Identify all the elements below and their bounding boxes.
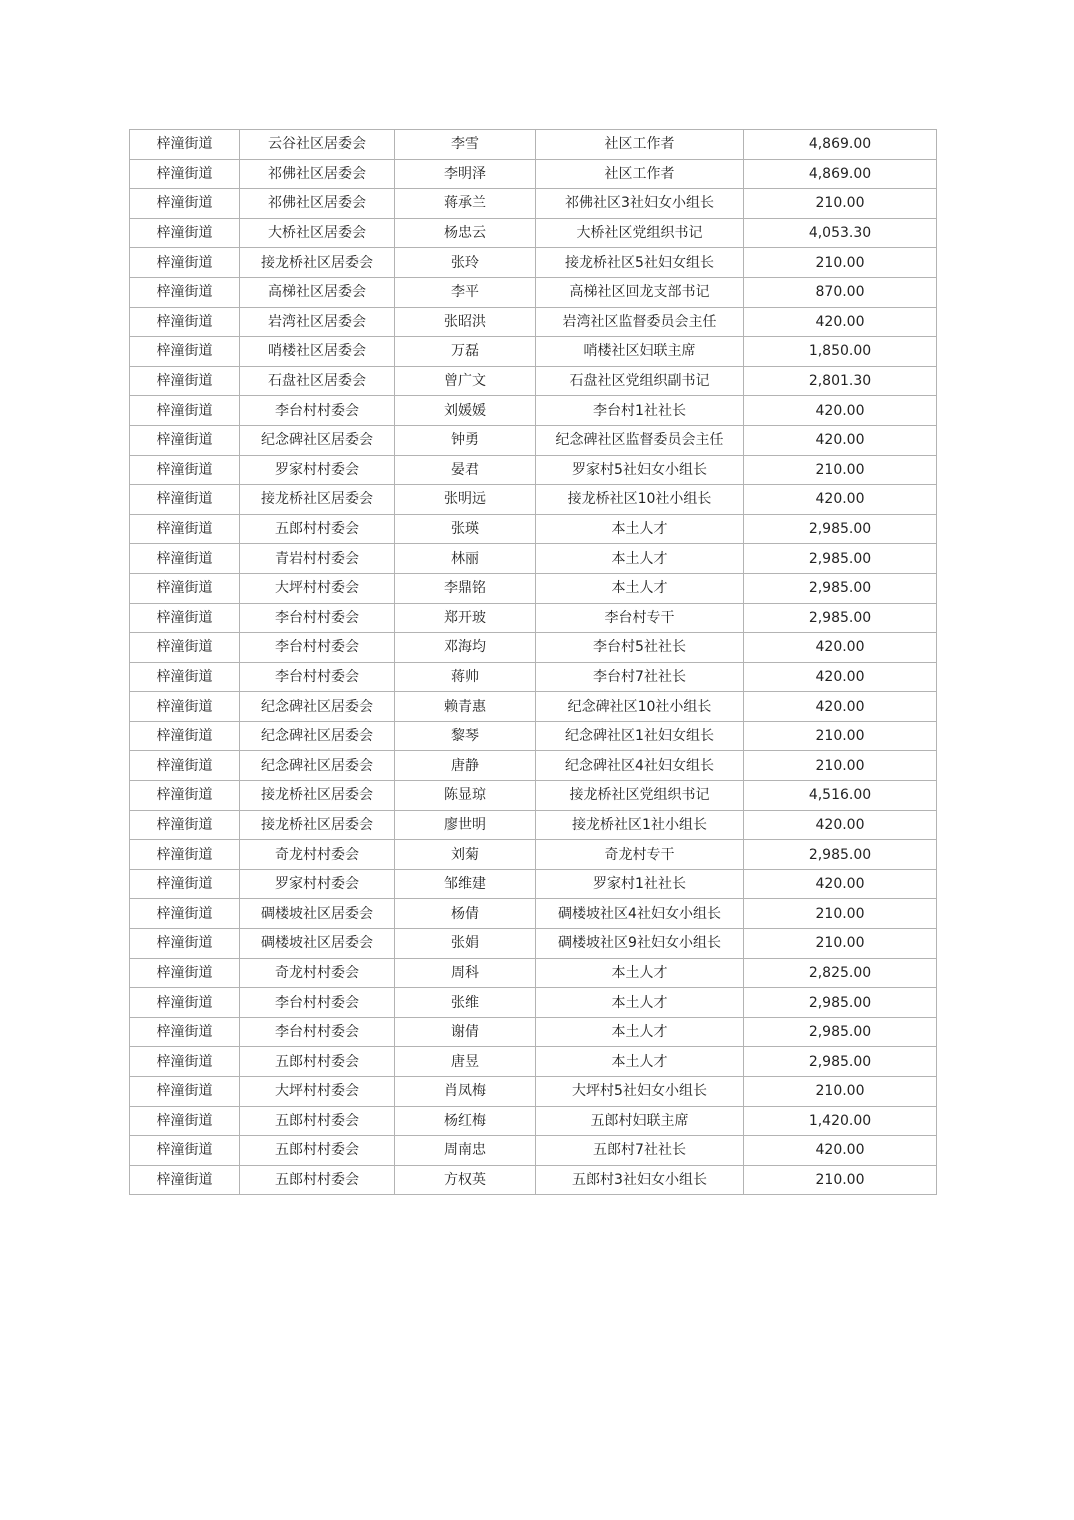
name-cell: 张玲 [395, 248, 536, 278]
name-cell: 周科 [395, 958, 536, 988]
amount-cell: 2,985.00 [744, 840, 937, 870]
street-cell: 梓潼街道 [130, 1077, 240, 1107]
street-cell: 梓潼街道 [130, 248, 240, 278]
committee-cell: 五郎村村委会 [240, 1047, 395, 1077]
position-cell: 五郎村3社妇女小组长 [536, 1165, 744, 1195]
table-row [130, 899, 937, 929]
position-cell: 本土人才 [536, 988, 744, 1018]
amount-cell: 4,869.00 [744, 130, 937, 160]
street-cell: 梓潼街道 [130, 692, 240, 722]
amount-cell: 2,985.00 [744, 573, 937, 603]
position-cell: 本土人才 [536, 1017, 744, 1047]
position-cell: 纪念碑社区监督委员会主任 [536, 425, 744, 455]
amount-cell: 420.00 [744, 307, 937, 337]
committee-cell: 李台村村委会 [240, 396, 395, 426]
street-cell: 梓潼街道 [130, 514, 240, 544]
street-cell: 梓潼街道 [130, 1136, 240, 1166]
street-cell: 梓潼街道 [130, 218, 240, 248]
amount-cell: 210.00 [744, 1077, 937, 1107]
amount-cell: 210.00 [744, 189, 937, 219]
position-cell: 大坪村5社妇女小组长 [536, 1077, 744, 1107]
committee-cell: 祁佛社区居委会 [240, 159, 395, 189]
name-cell: 杨红梅 [395, 1106, 536, 1136]
position-cell: 纪念碑社区4社妇女组长 [536, 751, 744, 781]
amount-cell: 4,516.00 [744, 781, 937, 811]
table-row [130, 396, 937, 426]
street-cell: 梓潼街道 [130, 1047, 240, 1077]
street-cell: 梓潼街道 [130, 662, 240, 692]
committee-cell: 李台村村委会 [240, 988, 395, 1018]
name-cell: 晏君 [395, 455, 536, 485]
name-cell: 邓海均 [395, 633, 536, 663]
amount-cell: 870.00 [744, 277, 937, 307]
committee-cell: 青岩村村委会 [240, 544, 395, 574]
committee-cell: 碉楼坡社区居委会 [240, 929, 395, 959]
committee-cell: 接龙桥社区居委会 [240, 248, 395, 278]
position-cell: 本土人才 [536, 958, 744, 988]
committee-cell: 接龙桥社区居委会 [240, 810, 395, 840]
amount-cell: 2,985.00 [744, 603, 937, 633]
table-row [130, 130, 937, 160]
name-cell: 李鼎铭 [395, 573, 536, 603]
position-cell: 李台村5社社长 [536, 633, 744, 663]
name-cell: 赖青惠 [395, 692, 536, 722]
street-cell: 梓潼街道 [130, 1165, 240, 1195]
amount-cell: 4,053.30 [744, 218, 937, 248]
amount-cell: 210.00 [744, 751, 937, 781]
committee-cell: 大桥社区居委会 [240, 218, 395, 248]
table-row [130, 1165, 937, 1195]
amount-cell: 210.00 [744, 721, 937, 751]
amount-cell: 420.00 [744, 425, 937, 455]
amount-cell: 2,985.00 [744, 1047, 937, 1077]
table-row [130, 1136, 937, 1166]
name-cell: 谢倩 [395, 1017, 536, 1047]
position-cell: 五郎村妇联主席 [536, 1106, 744, 1136]
position-cell: 社区工作者 [536, 159, 744, 189]
name-cell: 唐昱 [395, 1047, 536, 1077]
table-body [130, 130, 937, 1195]
street-cell: 梓潼街道 [130, 307, 240, 337]
amount-cell: 420.00 [744, 692, 937, 722]
name-cell: 唐静 [395, 751, 536, 781]
amount-cell: 420.00 [744, 1136, 937, 1166]
street-cell: 梓潼街道 [130, 929, 240, 959]
name-cell: 蒋承兰 [395, 189, 536, 219]
amount-cell: 210.00 [744, 899, 937, 929]
table-row [130, 307, 937, 337]
position-cell: 本土人才 [536, 544, 744, 574]
table-row [130, 1077, 937, 1107]
table-row [130, 781, 937, 811]
name-cell: 林丽 [395, 544, 536, 574]
position-cell: 李台村1社社长 [536, 396, 744, 426]
committee-cell: 五郎村村委会 [240, 1106, 395, 1136]
table-row [130, 277, 937, 307]
amount-cell: 4,869.00 [744, 159, 937, 189]
table-row [130, 159, 937, 189]
street-cell: 梓潼街道 [130, 721, 240, 751]
name-cell: 陈显琼 [395, 781, 536, 811]
name-cell: 张明远 [395, 485, 536, 515]
name-cell: 黎琴 [395, 721, 536, 751]
amount-cell: 420.00 [744, 869, 937, 899]
committee-cell: 接龙桥社区居委会 [240, 781, 395, 811]
committee-cell: 石盘社区居委会 [240, 366, 395, 396]
street-cell: 梓潼街道 [130, 958, 240, 988]
committee-cell: 五郎村村委会 [240, 1136, 395, 1166]
committee-cell: 李台村村委会 [240, 662, 395, 692]
street-cell: 梓潼街道 [130, 130, 240, 160]
name-cell: 李明泽 [395, 159, 536, 189]
name-cell: 郑开玻 [395, 603, 536, 633]
name-cell: 曾广文 [395, 366, 536, 396]
amount-cell: 210.00 [744, 455, 937, 485]
committee-cell: 纪念碑社区居委会 [240, 751, 395, 781]
name-cell: 蒋帅 [395, 662, 536, 692]
street-cell: 梓潼街道 [130, 189, 240, 219]
position-cell: 奇龙村专干 [536, 840, 744, 870]
amount-cell: 2,985.00 [744, 1017, 937, 1047]
name-cell: 万磊 [395, 337, 536, 367]
position-cell: 接龙桥社区1社小组长 [536, 810, 744, 840]
name-cell: 方权英 [395, 1165, 536, 1195]
street-cell: 梓潼街道 [130, 573, 240, 603]
table-row [130, 721, 937, 751]
street-cell: 梓潼街道 [130, 781, 240, 811]
committee-cell: 奇龙村村委会 [240, 958, 395, 988]
position-cell: 本土人才 [536, 1047, 744, 1077]
committee-cell: 五郎村村委会 [240, 514, 395, 544]
street-cell: 梓潼街道 [130, 396, 240, 426]
amount-cell: 2,985.00 [744, 514, 937, 544]
street-cell: 梓潼街道 [130, 603, 240, 633]
position-cell: 岩湾社区监督委员会主任 [536, 307, 744, 337]
table-row [130, 958, 937, 988]
position-cell: 接龙桥社区党组织书记 [536, 781, 744, 811]
table-row [130, 751, 937, 781]
amount-cell: 1,850.00 [744, 337, 937, 367]
table-row [130, 189, 937, 219]
amount-cell: 420.00 [744, 396, 937, 426]
position-cell: 社区工作者 [536, 130, 744, 160]
position-cell: 李台村7社社长 [536, 662, 744, 692]
table-row [130, 692, 937, 722]
name-cell: 邹维建 [395, 869, 536, 899]
name-cell: 张娟 [395, 929, 536, 959]
street-cell: 梓潼街道 [130, 455, 240, 485]
table-row [130, 633, 937, 663]
allowance-table [129, 129, 937, 1195]
name-cell: 肖凤梅 [395, 1077, 536, 1107]
table-row [130, 1047, 937, 1077]
street-cell: 梓潼街道 [130, 988, 240, 1018]
committee-cell: 纪念碑社区居委会 [240, 692, 395, 722]
table-row [130, 218, 937, 248]
street-cell: 梓潼街道 [130, 337, 240, 367]
committee-cell: 祁佛社区居委会 [240, 189, 395, 219]
table-row [130, 869, 937, 899]
committee-cell: 罗家村村委会 [240, 455, 395, 485]
amount-cell: 210.00 [744, 248, 937, 278]
position-cell: 接龙桥社区5社妇女组长 [536, 248, 744, 278]
street-cell: 梓潼街道 [130, 810, 240, 840]
committee-cell: 李台村村委会 [240, 1017, 395, 1047]
table-row [130, 425, 937, 455]
committee-cell: 罗家村村委会 [240, 869, 395, 899]
amount-cell: 210.00 [744, 929, 937, 959]
table-row [130, 514, 937, 544]
amount-cell: 420.00 [744, 485, 937, 515]
committee-cell: 纪念碑社区居委会 [240, 721, 395, 751]
amount-cell: 2,985.00 [744, 544, 937, 574]
amount-cell: 210.00 [744, 1165, 937, 1195]
name-cell: 张维 [395, 988, 536, 1018]
amount-cell: 420.00 [744, 810, 937, 840]
committee-cell: 高梯社区居委会 [240, 277, 395, 307]
table-row [130, 1017, 937, 1047]
table-row [130, 662, 937, 692]
name-cell: 张昭洪 [395, 307, 536, 337]
name-cell: 杨忠云 [395, 218, 536, 248]
position-cell: 纪念碑社区1社妇女组长 [536, 721, 744, 751]
position-cell: 本土人才 [536, 573, 744, 603]
street-cell: 梓潼街道 [130, 159, 240, 189]
position-cell: 大桥社区党组织书记 [536, 218, 744, 248]
committee-cell: 接龙桥社区居委会 [240, 485, 395, 515]
position-cell: 祁佛社区3社妇女小组长 [536, 189, 744, 219]
amount-cell: 2,825.00 [744, 958, 937, 988]
name-cell: 刘菊 [395, 840, 536, 870]
name-cell: 李雪 [395, 130, 536, 160]
street-cell: 梓潼街道 [130, 366, 240, 396]
street-cell: 梓潼街道 [130, 633, 240, 663]
amount-cell: 420.00 [744, 662, 937, 692]
committee-cell: 奇龙村村委会 [240, 840, 395, 870]
table-row [130, 485, 937, 515]
position-cell: 罗家村1社社长 [536, 869, 744, 899]
position-cell: 李台村专干 [536, 603, 744, 633]
position-cell: 接龙桥社区10社小组长 [536, 485, 744, 515]
name-cell: 周南忠 [395, 1136, 536, 1166]
name-cell: 杨倩 [395, 899, 536, 929]
street-cell: 梓潼街道 [130, 899, 240, 929]
committee-cell: 李台村村委会 [240, 633, 395, 663]
position-cell: 哨楼社区妇联主席 [536, 337, 744, 367]
street-cell: 梓潼街道 [130, 277, 240, 307]
committee-cell: 云谷社区居委会 [240, 130, 395, 160]
table-row [130, 1106, 937, 1136]
position-cell: 纪念碑社区10社小组长 [536, 692, 744, 722]
name-cell: 刘媛媛 [395, 396, 536, 426]
street-cell: 梓潼街道 [130, 544, 240, 574]
committee-cell: 五郎村村委会 [240, 1165, 395, 1195]
amount-cell: 2,985.00 [744, 988, 937, 1018]
street-cell: 梓潼街道 [130, 840, 240, 870]
amount-cell: 1,420.00 [744, 1106, 937, 1136]
committee-cell: 大坪村村委会 [240, 573, 395, 603]
position-cell: 高梯社区回龙支部书记 [536, 277, 744, 307]
table-row [130, 988, 937, 1018]
committee-cell: 哨楼社区居委会 [240, 337, 395, 367]
committee-cell: 李台村村委会 [240, 603, 395, 633]
position-cell: 本土人才 [536, 514, 744, 544]
name-cell: 张瑛 [395, 514, 536, 544]
committee-cell: 纪念碑社区居委会 [240, 425, 395, 455]
table-row [130, 337, 937, 367]
street-cell: 梓潼街道 [130, 1106, 240, 1136]
street-cell: 梓潼街道 [130, 1017, 240, 1047]
position-cell: 石盘社区党组织副书记 [536, 366, 744, 396]
table-row [130, 544, 937, 574]
table-row [130, 810, 937, 840]
committee-cell: 碉楼坡社区居委会 [240, 899, 395, 929]
street-cell: 梓潼街道 [130, 425, 240, 455]
street-cell: 梓潼街道 [130, 485, 240, 515]
position-cell: 罗家村5社妇女小组长 [536, 455, 744, 485]
table-row [130, 366, 937, 396]
amount-cell: 2,801.30 [744, 366, 937, 396]
position-cell: 碉楼坡社区4社妇女小组长 [536, 899, 744, 929]
table-row [130, 929, 937, 959]
street-cell: 梓潼街道 [130, 869, 240, 899]
name-cell: 钟勇 [395, 425, 536, 455]
table-row [130, 603, 937, 633]
name-cell: 廖世明 [395, 810, 536, 840]
name-cell: 李平 [395, 277, 536, 307]
table-row [130, 455, 937, 485]
position-cell: 碉楼坡社区9社妇女小组长 [536, 929, 744, 959]
street-cell: 梓潼街道 [130, 751, 240, 781]
committee-cell: 大坪村村委会 [240, 1077, 395, 1107]
committee-cell: 岩湾社区居委会 [240, 307, 395, 337]
position-cell: 五郎村7社社长 [536, 1136, 744, 1166]
table-row [130, 573, 937, 603]
table-row [130, 840, 937, 870]
table-row [130, 248, 937, 278]
amount-cell: 420.00 [744, 633, 937, 663]
